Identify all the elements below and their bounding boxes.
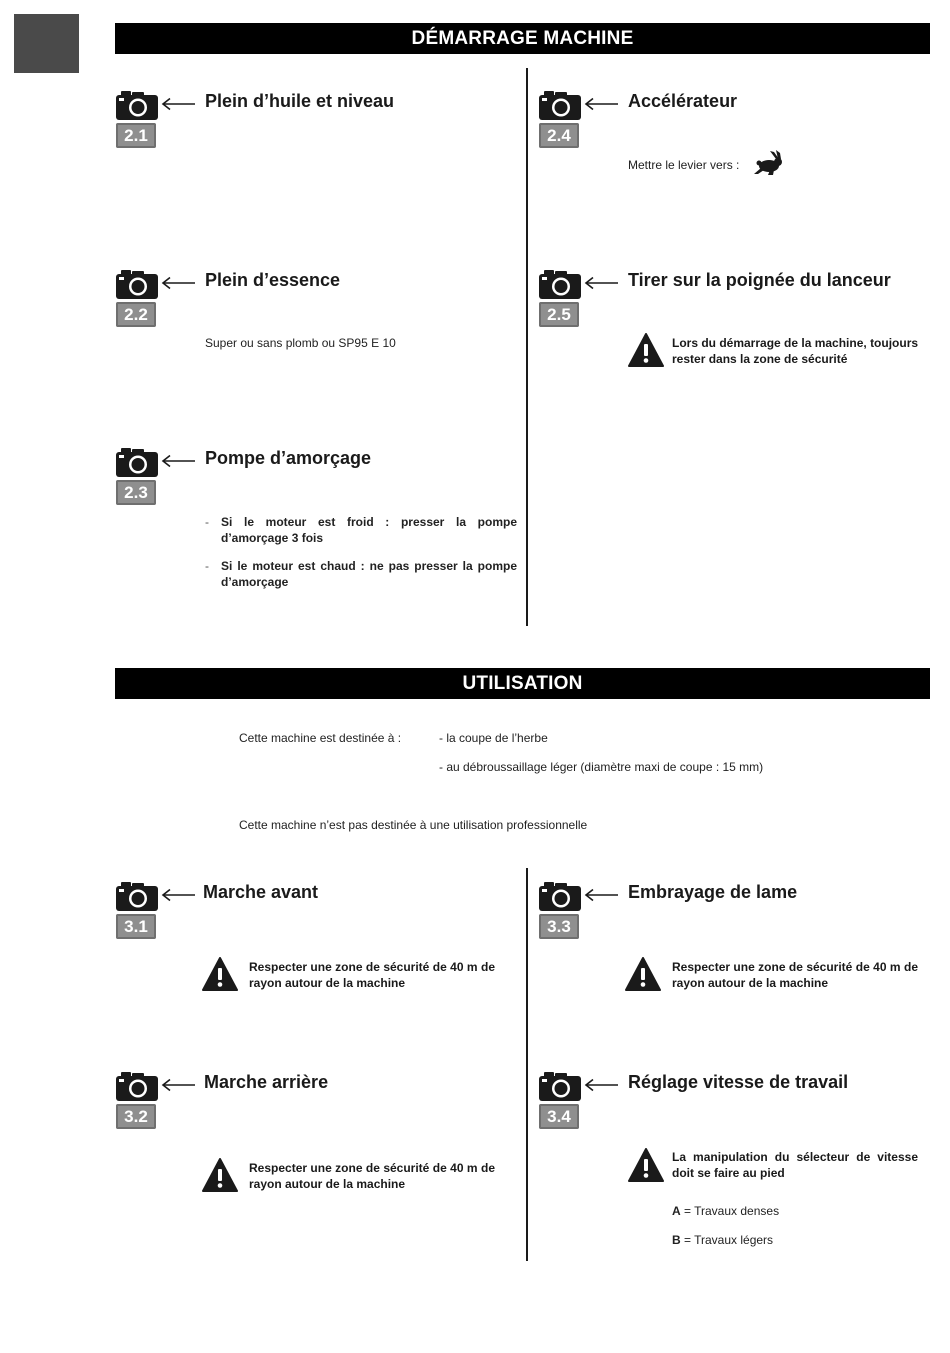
section-title: Pompe d’amorçage bbox=[205, 448, 372, 468]
warning-triangle-icon bbox=[628, 333, 664, 367]
column-divider-top bbox=[526, 68, 528, 626]
camera-icon bbox=[538, 880, 582, 912]
section-title: Plein d’essence bbox=[205, 270, 341, 290]
warning-triangle-icon bbox=[202, 1158, 238, 1192]
step-number: 3.2 bbox=[116, 1104, 156, 1129]
arrow-left-icon bbox=[161, 454, 195, 468]
list-item: - Si le moteur est chaud : ne pas presser la pompe d’amorçage bbox=[205, 558, 517, 590]
step-number: 2.2 bbox=[116, 302, 156, 327]
camera-icon bbox=[115, 880, 159, 912]
chapter-tab bbox=[14, 14, 79, 73]
warning-text: Respecter une zone de sécurité de 40 m de rayon autour de la machine bbox=[249, 1161, 495, 1191]
option-text: = Travaux légers bbox=[680, 1233, 774, 1247]
fuel-text: Super ou sans plomb ou SP95 E 10 bbox=[205, 336, 396, 350]
camera-icon bbox=[538, 268, 582, 300]
intended-use-label: Cette machine est destinée à : bbox=[239, 731, 402, 745]
option-text: = Travaux denses bbox=[680, 1204, 780, 1218]
camera-icon bbox=[538, 1070, 582, 1102]
warning-triangle-icon bbox=[625, 957, 661, 991]
section-title: Marche avant bbox=[203, 882, 319, 902]
arrow-left-icon bbox=[584, 1078, 618, 1092]
intended-use-item: - la coupe de l’herbe bbox=[439, 731, 548, 745]
step-number: 2.1 bbox=[116, 123, 156, 148]
section-title: Plein d’huile et niveau bbox=[205, 91, 395, 111]
arrow-left-icon bbox=[161, 1078, 195, 1092]
step-number: 3.3 bbox=[539, 914, 579, 939]
not-professional-text: Cette machine n’est pas destinée à une utilisation professionnelle bbox=[239, 818, 588, 832]
camera-icon bbox=[115, 446, 159, 478]
step-number: 3.1 bbox=[116, 914, 156, 939]
banner-demarrage: DÉMARRAGE MACHINE bbox=[115, 23, 930, 54]
arrow-left-icon bbox=[584, 97, 618, 111]
camera-icon bbox=[115, 268, 159, 300]
throttle-text: Mettre le levier vers : bbox=[628, 158, 740, 172]
arrow-left-icon bbox=[584, 888, 618, 902]
column-divider-bottom bbox=[526, 868, 528, 1261]
camera-icon bbox=[115, 89, 159, 121]
step-number: 2.5 bbox=[539, 302, 579, 327]
arrow-left-icon bbox=[161, 276, 195, 290]
rabbit-icon bbox=[752, 150, 784, 176]
arrow-left-icon bbox=[584, 276, 618, 290]
step-number: 2.3 bbox=[116, 480, 156, 505]
warning-text: Respecter une zone de sécurité de 40 m de rayon autour de la machine bbox=[249, 960, 495, 990]
speed-option-b bbox=[672, 1233, 773, 1247]
camera-icon bbox=[115, 1070, 159, 1102]
arrow-left-icon bbox=[161, 97, 195, 111]
warning-text: Lors du démarrage de la machine, toujours rester dans la zone de sécurité bbox=[672, 336, 919, 366]
warning-text: Respecter une zone de sécurité de 40 m de rayon autour de la machine bbox=[672, 960, 918, 990]
section-title: Tirer sur la poignée du lanceur bbox=[628, 270, 891, 290]
warning-text: La manipulation du sélecteur de vitesse doit se faire au pied bbox=[672, 1150, 918, 1180]
step-number: 3.4 bbox=[539, 1104, 579, 1129]
camera-icon bbox=[538, 89, 582, 121]
section-title: Réglage vitesse de travail bbox=[628, 1072, 849, 1092]
banner-utilisation: UTILISATION bbox=[115, 668, 930, 699]
primer-instructions bbox=[205, 514, 517, 602]
speed-option-a bbox=[672, 1204, 779, 1218]
option-key: A bbox=[672, 1204, 681, 1218]
arrow-left-icon bbox=[161, 888, 195, 902]
warning-triangle-icon bbox=[628, 1148, 664, 1182]
section-title: Embrayage de lame bbox=[628, 882, 798, 902]
list-item: - Si le moteur est froid : presser la pompe d’amorçage 3 fois bbox=[205, 514, 517, 546]
intended-use-item: - au débroussaillage léger (diamètre maxi de coupe : 15 mm) bbox=[439, 760, 764, 774]
warning-triangle-icon bbox=[202, 957, 238, 991]
section-title: Marche arrière bbox=[204, 1072, 329, 1092]
step-number: 2.4 bbox=[539, 123, 579, 148]
option-key: B bbox=[672, 1233, 681, 1247]
section-title: Accélérateur bbox=[628, 91, 738, 111]
